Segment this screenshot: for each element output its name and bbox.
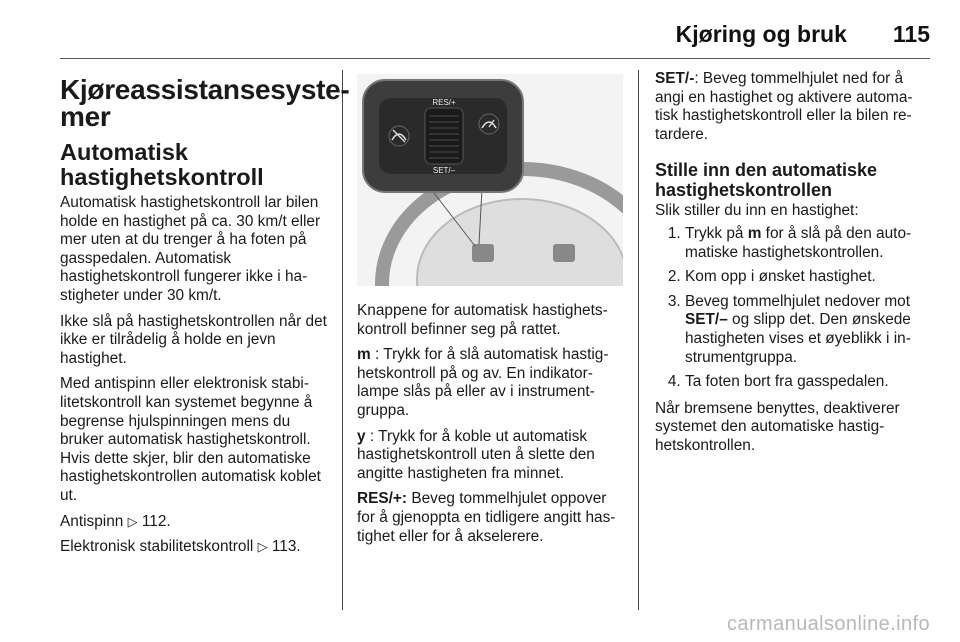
controls-intro: Knappene for automatisk hastighetskontroll befinner seg på rattet. [357, 302, 608, 338]
column-divider-2 [638, 70, 639, 610]
control-item-label: RES/+: [357, 490, 408, 508]
reference-arrow-icon: ▷ [257, 539, 268, 555]
control-item-cancel [357, 428, 623, 484]
setup-intro: Slik stiller du inn en hastighet: [655, 202, 859, 220]
column-3 [655, 70, 927, 463]
cruise-control-icon: m [357, 346, 371, 364]
column-1 [60, 70, 350, 564]
steering-wheel-controls-illustration [357, 74, 623, 286]
section-heading-line1: Kjøreassistansesyste- [60, 74, 350, 105]
cruise-control-icon: m [747, 224, 762, 242]
section-heading [60, 74, 350, 132]
cruise-cancel-icon: y [357, 427, 366, 445]
header-divider [60, 58, 930, 59]
column-2 [357, 70, 623, 553]
paragraph-traction: Med antispinn eller elektronisk stabilitetskontroll kan systemet begynne å begrense hjulspinningen mens du bruker automatisk hastighetskontroll. Hvis dette skjer, blir den automatiske hastighetskontrollen automatisk koblet ut. [60, 375, 321, 504]
list-item: 4. Ta foten bort fra gasspedalen. [685, 373, 927, 392]
cross-reference-stability[interactable] [60, 538, 332, 557]
page-header [676, 14, 930, 54]
setup-heading [655, 160, 927, 200]
setup-outro: Når bremsene benyttes, deaktiverer systemet den automatiske hastighetskontrollen. [655, 399, 900, 454]
subsection-heading-line1: Automatisk [60, 139, 188, 165]
cross-reference-label: Elektronisk stabilitetskontroll [60, 538, 254, 556]
control-item-description: : Trykk for å koble ut automatisk hastighetskontroll uten å slette den angitte hastigheten fra minnet. [357, 427, 595, 482]
paragraph-caution: Ikke slå på hastighetskontrollen når det ikke er tilrådelig å holde en jevn hastighet. [60, 312, 327, 367]
subsection-heading [60, 140, 332, 190]
reference-arrow-icon: ▷ [127, 513, 138, 529]
column-divider-1 [342, 70, 343, 610]
set-label: SET/– [432, 166, 456, 175]
control-item-description: : Beveg tommelhjulet ned for å angi en hastighet og aktivere automatisk hastighetskontroll eller la bilen retardere. [655, 70, 913, 143]
subsection-heading-line2: hastighetskontroll [60, 164, 264, 190]
cross-reference-page: 113. [271, 538, 301, 556]
cross-reference-page: 112. [141, 512, 171, 530]
list-item: 2. Kom opp i ønsket hastighet. [685, 268, 927, 287]
setup-heading-line1: Stille inn den automatiske [655, 160, 878, 181]
control-item-set [655, 70, 927, 144]
control-item-description: : Trykk for å slå automatisk hastighetskontroll på og av. En indikatorlampe slås på eller av i instrumentgruppa. [357, 346, 609, 419]
watermark: carmanualsonline.info [727, 613, 930, 635]
section-heading-line2: mer [60, 101, 111, 132]
control-item-label: SET/- [655, 70, 695, 87]
cross-reference-label: Antispinn [60, 512, 124, 530]
page-title: Kjøring og bruk [675, 20, 847, 47]
wheel-button-right [553, 244, 575, 262]
steering-wheel-svg [357, 74, 623, 286]
res-label: RES/+ [432, 98, 456, 107]
page-number: 115 [892, 20, 930, 47]
paragraph-intro: Automatisk hastighetskontroll lar bilen holde en hastighet på ca. 30 km/t eller mer uten at du trenger å ha foten på gasspedalen. Automatisk hastighetskontroll fungerer ikke i hastigheter under 30 km/t. [60, 194, 321, 304]
wheel-button-left [472, 244, 494, 262]
control-item-description: Beveg tommelhjulet oppover for å gjenoppta en tidligere angitt hastighet eller for å akselerere. [357, 490, 616, 545]
control-item-resume [357, 490, 623, 546]
control-item-on-off [357, 346, 623, 420]
cross-reference-antispinn[interactable] [60, 513, 332, 532]
setup-steps [655, 225, 927, 392]
list-item: 1. Trykk på m for å slå på den automatiske hastighetskontrollen. [685, 225, 927, 262]
setup-heading-line2: hastighetskontrollen [655, 180, 833, 201]
list-item: 3. Beveg tommelhjulet nedover mot SET/– og slipp det. Den ønskede hastigheten vises et øyeblikk i instrumentgruppa. [685, 293, 927, 367]
